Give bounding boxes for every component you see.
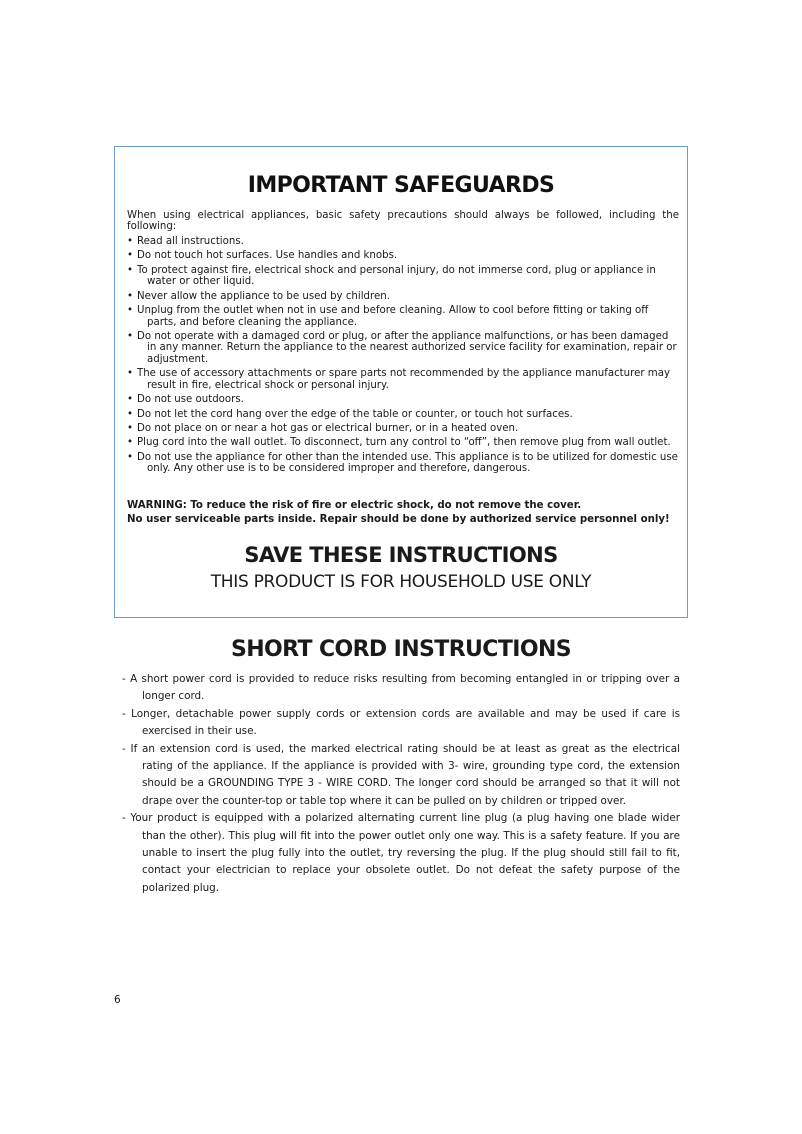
safeguards-box — [114, 146, 688, 618]
safeguards-intro: When using electrical appliances, basic safety precautions should always be followed, including the following: — [127, 210, 679, 233]
list-item: - Your product is equipped with a polarized alternating current line plug (a plug having one blade wider than the other). This plug will fit into the power outlet only one way. This is a safety feature. If you are unable to insert the plug fully into the outlet, try reversing the plug. If the plug should still fail to fit, contact your electrician to replace your obsolete outlet. Do not defeat the safety purpose of the polarized plug. — [122, 812, 680, 894]
warning-text: WARNING: To reduce the risk of fire or electric shock, do not remove the cover. — [127, 500, 582, 511]
list-item-text: Do not operate with a damaged cord or plug, or after the appliance malfunctions, or has been damaged in any manner. Return the appliance to the nearest authorized service facility for examination, repair or adjustment. — [137, 330, 677, 365]
safeguards-list — [127, 236, 679, 478]
list-item-text: Do not place on or near a hot gas or electrical burner, or in a heated oven. — [137, 423, 519, 435]
bullet-icon: • — [127, 451, 134, 463]
list-item-text: To protect against fire, electrical shock and personal injury, do not immerse cord, plug or appliance in water or other liquid. — [137, 264, 656, 288]
list-item — [127, 305, 679, 328]
bullet-icon: • — [127, 290, 134, 302]
list-item — [127, 409, 679, 421]
list-item-text: The use of accessory attachments or spare parts not recommended by the appliance manufacturer may result in fire, electrical shock or personal injury. — [137, 368, 670, 391]
list-item — [127, 423, 679, 435]
list-item — [127, 331, 679, 366]
bullet-icon: • — [127, 394, 134, 406]
list-item: - Longer, detachable power supply cords or extension cords are available and may be used if care is exercised in their use. — [122, 707, 680, 738]
bullet-icon: • — [127, 330, 134, 342]
short-cord-list — [122, 671, 680, 897]
list-item-text: Unplug from the outlet when not in use and before cleaning. Allow to cool before fitting or taking off parts, and before cleaning the appliance. — [137, 305, 649, 328]
bullet-icon: • — [127, 250, 134, 262]
list-item — [127, 437, 679, 449]
list-item-text: Do not touch hot surfaces. Use handles and knobs. — [137, 250, 398, 262]
list-item-text: Do not use outdoors. — [137, 394, 244, 406]
safeguards-title: IMPORTANT SAFEGUARDS — [247, 173, 555, 198]
warning-block — [127, 499, 687, 527]
list-item — [127, 394, 679, 406]
household-use-notice: THIS PRODUCT IS FOR HOUSEHOLD USE ONLY — [210, 572, 592, 592]
list-item — [127, 452, 679, 475]
bullet-icon: • — [127, 423, 134, 435]
no-service-text: No user serviceable parts inside. Repair should be done by authorized service personnel only! — [127, 514, 670, 525]
bullet-icon: • — [127, 437, 134, 449]
list-item — [127, 291, 679, 303]
list-item — [127, 368, 679, 391]
list-item-text: Do not let the cord hang over the edge of the table or counter, or touch hot surfaces. — [137, 408, 573, 420]
list-item — [127, 265, 679, 288]
list-item — [127, 250, 679, 262]
list-item-text: Plug cord into the wall outlet. To disconnect, turn any control to “off”, then remove plug from wall outlet. — [137, 437, 671, 449]
bullet-icon: • — [127, 408, 134, 420]
list-item-text: Read all instructions. — [137, 236, 244, 247]
bullet-icon: • — [127, 236, 134, 247]
save-instructions-title: SAVE THESE INSTRUCTIONS — [244, 543, 558, 567]
list-item: - If an extension cord is used, the marked electrical rating should be at least as great as the electrical rating of the appliance. If the appliance is provided with 3- wire, grounding type cord, the extension should be a GROUNDING TYPE 3 - WIRE CORD. The longer cord should be arranged so that it will not drape over the counter-top or table top where it can be pulled on by children or tripped over. — [122, 742, 680, 807]
list-item-text: Never allow the appliance to be used by children. — [137, 290, 390, 302]
bullet-icon: • — [127, 368, 134, 380]
short-cord-title: SHORT CORD INSTRUCTIONS — [230, 637, 572, 662]
bullet-icon: • — [127, 264, 134, 276]
list-item — [127, 236, 679, 248]
list-item: - A short power cord is provided to reduce risks resulting from becoming entangled in or tripping over a longer cord. — [122, 673, 680, 703]
list-item-text: Do not use the appliance for other than the intended use. This appliance is to be utilized for domestic use only. Any other use is to be considered improper and therefore, dangerous. — [137, 451, 678, 475]
page-number: 6 — [114, 994, 121, 1006]
bullet-icon: • — [127, 305, 134, 317]
